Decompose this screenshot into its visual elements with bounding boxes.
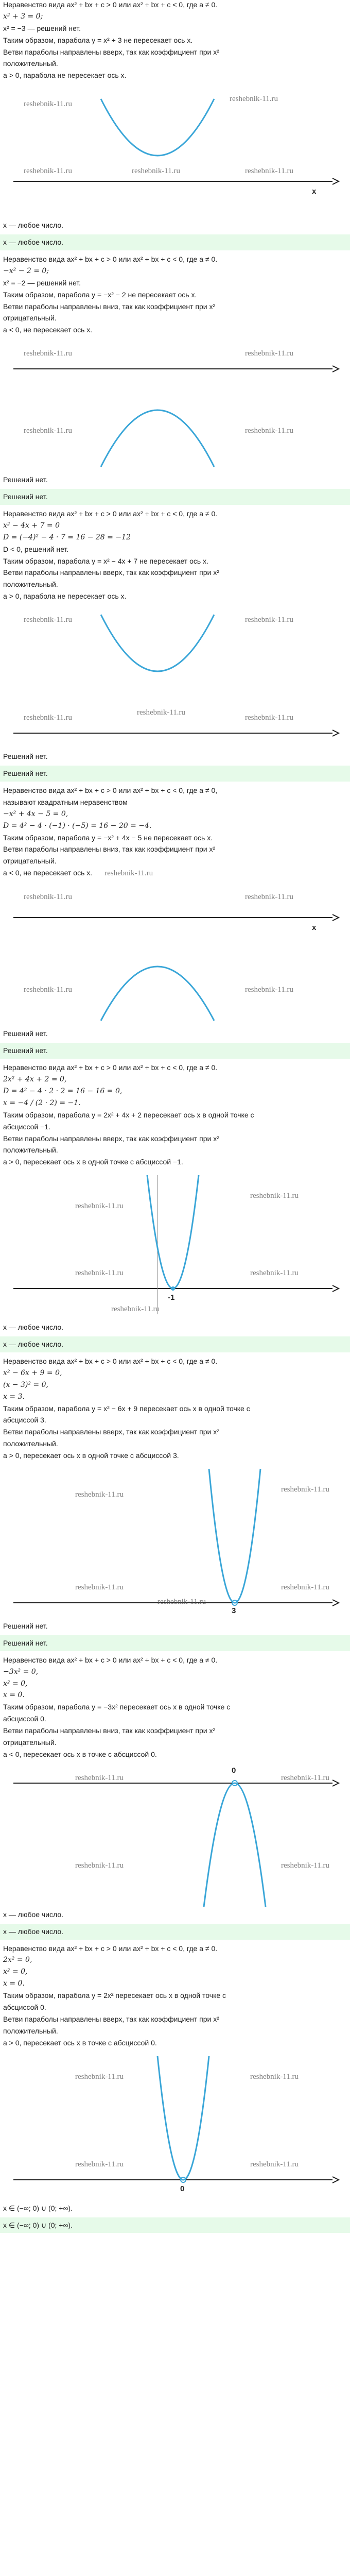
text-line: Ветви параболы направлены вверх, так как коэффициент при x² (3, 1428, 219, 1436)
text-line: a > 0, парабола не пересекает ось x. (3, 592, 127, 601)
watermark: reshebnik-11.ru (75, 1269, 124, 1278)
text-line: положительный. (3, 2026, 58, 2035)
watermark: reshebnik-11.ru (75, 1490, 124, 1499)
solution-6 (3, 1357, 347, 1651)
conclusion: Решений нет. (3, 1622, 48, 1631)
conclusion: x — любое число. (3, 221, 64, 230)
text-line: Ветви параболы направлены вверх, так как коэффициент при x² (3, 1134, 219, 1143)
watermark: reshebnik-11.ru (24, 167, 72, 176)
answer-box: x ∈ (−∞; 0) ∪ (0; +∞). (0, 2217, 350, 2233)
equation: −3x² = 0, (3, 1667, 39, 1676)
text-line: Таким образом, парабола y = −3x² пересекает ось x в одной точке с (3, 1703, 231, 1711)
text-line: отрицательный. (3, 314, 57, 323)
text-line: Таким образом, парабола y = x² − 6x + 9 пересекает ось x в одной точке с (3, 1404, 250, 1413)
watermark: reshebnik-11.ru (245, 349, 293, 358)
text-line: положительный. (3, 580, 58, 589)
x-axis-label: x (312, 187, 317, 196)
equation: 2x² = 0, (3, 1956, 32, 1964)
point-label: 0 (232, 1766, 236, 1775)
text-line: a > 0, пересекает ось x в одной точке с абсциссой 3. (3, 1451, 179, 1460)
text-line: D < 0, решений нет. (3, 545, 69, 553)
text-line: Неравенство вида ax² + bx + c > 0 или ax² + bx + c < 0, где a ≠ 0. (3, 1063, 218, 1072)
watermark: reshebnik-11.ru (24, 349, 72, 358)
text-line: Неравенство вида ax² + bx + c > 0 или ax² + bx + c < 0, где a ≠ 0. (3, 1944, 218, 1953)
equation: −x² − 2 = 0; (3, 266, 49, 275)
equation: x = 0. (3, 1979, 25, 1988)
watermark: reshebnik-11.ru (24, 714, 72, 722)
parabola-graph (3, 1464, 347, 1618)
parabola-curve (209, 1469, 260, 1603)
watermark: reshebnik-11.ru (75, 2160, 124, 2168)
watermark: reshebnik-11.ru (245, 167, 293, 176)
arrow-icon (332, 730, 339, 736)
parabola-curve (157, 2056, 209, 2180)
text-line: отрицательный. (3, 1738, 57, 1747)
solution-5 (3, 1063, 347, 1352)
conclusion: x — любое число. (3, 1323, 64, 1332)
arrow-icon (332, 2177, 339, 2183)
text-line: Неравенство вида ax² + bx + c > 0 или ax² + bx + c < 0, где a ≠ 0. (3, 510, 218, 518)
text-line: называют квадратным неравенством (3, 798, 128, 806)
text-line: Таким образом, парабола y = −x² − 2 не пересекает ось x. (3, 290, 197, 299)
equation: x² = 0, (3, 1968, 28, 1976)
text-line: Таким образом, парабола y = 2x² + 4x + 2 пересекает ось x в одной точке с (3, 1110, 254, 1119)
watermark: reshebnik-11.ru (245, 427, 293, 435)
answer-box: Решений нет. (0, 489, 350, 505)
watermark: reshebnik-11.ru (75, 1583, 124, 1592)
equation: x = 0. (3, 1691, 25, 1700)
text-line: a > 0, парабола не пересекает ось x. (3, 71, 127, 80)
watermark: reshebnik-11.ru (137, 708, 185, 717)
text-line: абсциссой −1. (3, 1122, 50, 1131)
text-line: Неравенство вида ax² + bx + c > 0 или ax² + bx + c < 0, где a ≠ 0. (3, 1357, 218, 1365)
conclusion: x — любое число. (3, 1910, 64, 1919)
parabola-curve (101, 99, 214, 156)
parabola-curve (101, 967, 214, 1021)
watermark: reshebnik-11.ru (250, 2072, 299, 2081)
graph-svg (3, 1762, 347, 1907)
solution-8 (3, 1944, 347, 2233)
equation: D = (−4)² − 4 · 7 = 16 − 28 = −12 (3, 533, 131, 541)
answer-box: x — любое число. (0, 234, 350, 250)
watermark: reshebnik-11.ru (132, 167, 180, 176)
solution-3 (3, 509, 347, 782)
watermark: reshebnik-11.ru (281, 1485, 329, 1494)
parabola-curve (147, 1175, 199, 1289)
solution-2 (3, 255, 347, 505)
text-line: Неравенство вида ax² + bx + c > 0 или ax² + bx + c < 0, где a ≠ 0. (3, 255, 218, 264)
watermark: reshebnik-11.ru (75, 1773, 124, 1782)
text-line: Таким образом, парабола y = 2x² пересекает ось x в одной точке с (3, 1991, 226, 2000)
touch-point (171, 1286, 175, 1291)
equation: x = −4 / (2 · 2) = −1. (3, 1098, 81, 1107)
parabola-graph (3, 1170, 347, 1319)
text-line: Ветви параболы направлены вверх, так как коэффициент при x² (3, 2014, 219, 2023)
watermark: reshebnik-11.ru (245, 616, 293, 624)
watermark: reshebnik-11.ru (111, 1305, 160, 1314)
solution-4 (3, 786, 347, 1059)
text-line (3, 868, 347, 878)
parabola-curve (101, 615, 214, 671)
parabola-graph (3, 882, 347, 1026)
watermark: reshebnik-11.ru (75, 2072, 124, 2081)
text-line: Ветви параболы направлены вверх, так как коэффициент при x² (3, 568, 219, 577)
watermark: reshebnik-11.ru (250, 1269, 299, 1278)
watermark: reshebnik-11.ru (24, 427, 72, 435)
watermark: reshebnik-11.ru (104, 869, 153, 878)
parabola-graph (3, 2051, 347, 2200)
text-line: абсциссой 0. (3, 1715, 46, 1723)
equation: 2x² + 4x + 2 = 0, (3, 1075, 67, 1084)
watermark: reshebnik-11.ru (245, 893, 293, 902)
watermark: reshebnik-11.ru (281, 1773, 329, 1782)
graph-svg (3, 882, 347, 1026)
text-line: Неравенство вида ax² + bx + c > 0 или ax² + bx + c < 0, где a ≠ 0, (3, 786, 218, 794)
arrow-icon (332, 914, 339, 921)
conclusion: Решений нет. (3, 476, 48, 484)
equation: x = 3. (3, 1392, 25, 1401)
equation: D = 4² − 4 · 2 · 2 = 16 − 16 = 0, (3, 1087, 122, 1095)
text-line: x² = −2 — решений нет. (3, 278, 81, 287)
parabola-graph (3, 604, 347, 749)
solution-7 (3, 1655, 347, 1940)
text-line: a < 0, пересекает ось x в точке с абсциссой 0. (3, 1750, 157, 1758)
watermark: reshebnik-11.ru (157, 1598, 206, 1606)
watermark: reshebnik-11.ru (245, 986, 293, 994)
equation: D = 4² − 4 · (−1) · (−5) = 16 − 20 = −4. (3, 821, 152, 830)
text-line: a < 0, не пересекает ось x. (3, 326, 93, 334)
text-line: Неравенство вида ax² + bx + c > 0 или ax² + bx + c < 0, где a ≠ 0. (3, 1655, 218, 1664)
text-line: a > 0, пересекает ось x в точке с абсциссой 0. (3, 2038, 157, 2047)
arrow-icon (332, 1285, 339, 1292)
watermark: reshebnik-11.ru (24, 616, 72, 624)
text-span: a < 0, не пересекает ось x. (3, 869, 93, 877)
conclusion: x ∈ (−∞; 0) ∪ (0; +∞). (3, 2204, 73, 2212)
watermark: reshebnik-11.ru (75, 1861, 124, 1870)
parabola-graph (3, 338, 347, 472)
conclusion: Решений нет. (3, 752, 48, 761)
parabola-graph (3, 1762, 347, 1907)
text-line: абсциссой 3. (3, 1416, 46, 1425)
answer-box: x — любое число. (0, 1336, 350, 1352)
text-line: Ветви параболы направлены вниз, так как коэффициент при x² (3, 1726, 216, 1735)
parabola-curve (101, 410, 214, 467)
text-line: x² = −3 — решений нет. (3, 24, 81, 32)
text-line: положительный. (3, 1146, 58, 1155)
arrow-icon (332, 1600, 339, 1606)
text-line: отрицательный. (3, 857, 57, 866)
text-line: Таким образом, парабола y = x² + 3 не пересекает ось x. (3, 36, 193, 44)
watermark: reshebnik-11.ru (281, 1583, 329, 1592)
solution-1 (3, 0, 347, 250)
text-line: Ветви параболы направлены вниз, так как коэффициент при x² (3, 302, 216, 311)
parabola-curve (204, 1783, 266, 1907)
watermark: reshebnik-11.ru (250, 2160, 299, 2168)
answer-box: Решений нет. (0, 1043, 350, 1059)
text-line: абсциссой 0. (3, 2003, 46, 2012)
text-line: a > 0, пересекает ось x в одной точке с абсциссой −1. (3, 1158, 183, 1166)
arrow-icon (332, 1780, 339, 1786)
answer-box: Решений нет. (0, 766, 350, 782)
watermark: reshebnik-11.ru (24, 100, 72, 109)
conclusion: Решений нет. (3, 1029, 48, 1038)
arrow-icon (332, 366, 339, 372)
equation: −x² + 4x − 5 = 0, (3, 809, 68, 818)
watermark: reshebnik-11.ru (230, 95, 278, 104)
text-line: Ветви параболы направлены вниз, так как коэффициент при x² (3, 845, 216, 854)
answer-box: x — любое число. (0, 1924, 350, 1940)
watermark: reshebnik-11.ru (75, 1202, 124, 1211)
graph-svg (3, 604, 347, 749)
point-label: 0 (180, 2184, 185, 2193)
point-label: -1 (168, 1293, 175, 1302)
watermark: reshebnik-11.ru (245, 714, 293, 722)
watermark: reshebnik-11.ru (24, 986, 72, 994)
parabola-graph (3, 83, 347, 217)
equation: (x − 3)² = 0, (3, 1380, 48, 1389)
text-line: Ветви параболы направлены вверх, так как коэффициент при x² (3, 47, 219, 56)
x-axis-label: x (312, 923, 317, 933)
equation: x² − 4x + 7 = 0 (3, 521, 60, 530)
watermark: reshebnik-11.ru (250, 1192, 299, 1200)
equation: x² − 6x + 9 = 0, (3, 1368, 62, 1377)
text-line: Таким образом, парабола y = x² − 4x + 7 не пересекает ось x. (3, 556, 208, 565)
text-line: Таким образом, парабола y = −x² + 4x − 5 не пересекает ось x. (3, 833, 213, 842)
watermark: reshebnik-11.ru (24, 893, 72, 902)
text-line: Неравенство вида ax² + bx + c > 0 или ax² + bx + c < 0, где a ≠ 0. (3, 1, 218, 9)
text-line: положительный. (3, 59, 58, 68)
equation: x² = 0, (3, 1679, 28, 1688)
point-label: 3 (232, 1606, 236, 1616)
arrow-icon (332, 178, 339, 184)
answer-box: Решений нет. (0, 1635, 350, 1651)
watermark: reshebnik-11.ru (281, 1861, 329, 1870)
text-line: положительный. (3, 1439, 58, 1448)
equation: x² + 3 = 0; (3, 12, 43, 21)
